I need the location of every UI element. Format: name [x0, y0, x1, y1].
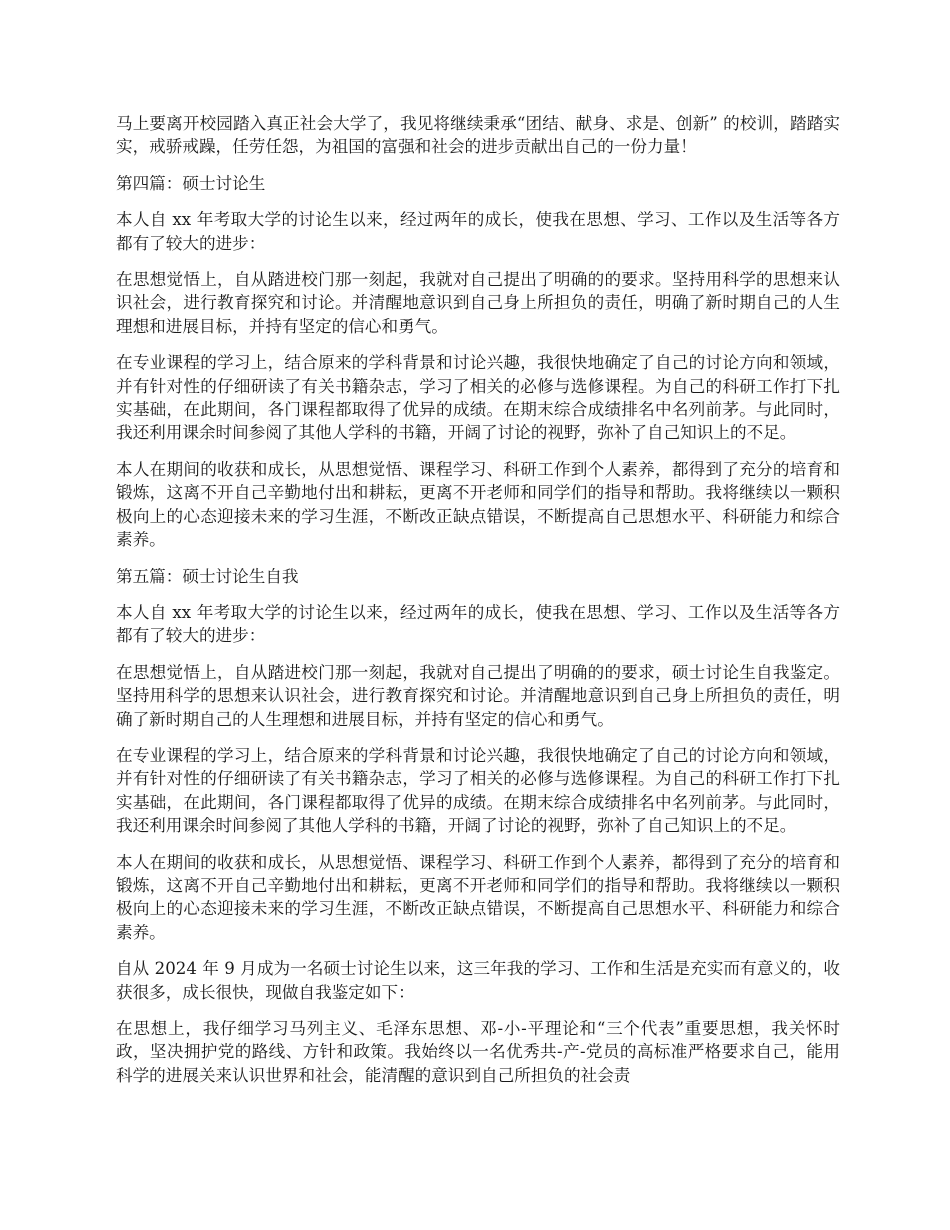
paragraph-summary: 本人在期间的收获和成长，从思想觉悟、课程学习、科研工作到个人素养，都得到了充分的培育和锻炼，这离不开自己辛勤地付出和耕耘，更离不开老师和同学们的指导和帮助。我将继续以一颗积极向上的心态迎接未来的学习生涯，不断改正缺点错误，不断提高自己思想水平、科研能力和综合素养。	[116, 459, 840, 550]
section-heading-part-five: 第五篇：硕士讨论生自我	[116, 566, 299, 586]
paragraph-summary: 本人在期间的收获和成长，从思想觉悟、课程学习、科研工作到个人素养，都得到了充分的培育和锻炼，这离不开自己辛勤地付出和耕耘，更离不开老师和同学们的指导和帮助。我将继续以一颗积极向上的心态迎接未来的学习生涯，不断改正缺点错误，不断提高自己思想水平、科研能力和综合素养。	[116, 852, 840, 942]
paragraph-closing-motto: 马上要离开校园踏入真正社会大学了，我见将继续秉承“团结、献身、求是、创新” 的校训，踏踏实实，戒骄戒躁，任劳任怨，为祖国的富强和社会的进步贡献出自己的一份力量！	[116, 114, 840, 157]
paragraph-intro: 本人自 xx 年考取大学的讨论生以来，经过两年的成长，使我在思想、学习、工作以及生活等各方都有了较大的进步：	[116, 210, 840, 253]
paragraph-coursework: 在专业课程的学习上，结合原来的学科背景和讨论兴趣，我很快地确定了自己的讨论方向和领域，并有针对性的仔细研读了有关书籍杂志，学习了相关的必修与选修课程。为自己的科研工作打下扎实基础，在此期间，各门课程都取得了优异的成绩。在期末综合成绩排名中名列前茅。与此同时，我还利用课余时间参阅了其他人学科的书籍，开阔了讨论的视野，弥补了自己知识上的不足。	[116, 353, 840, 443]
paragraph-political-thought: 在思想上，我仔细学习马列主义、毛泽东思想、邓-小-平理论和“三个代表”重要思想，我关怀时政，坚决拥护党的路线、方针和政策。我始终以一名优秀共-产-党员的高标准严格要求自己，能用科学的进展关来认识世界和社会，能清醒的意识到自己所担负的社会责	[116, 1019, 840, 1085]
paragraph-coursework: 在专业课程的学习上，结合原来的学科背景和讨论兴趣，我很快地确定了自己的讨论方向和领域，并有针对性的仔细研读了有关书籍杂志，学习了相关的必修与选修课程。为自己的科研工作打下扎实基础，在此期间，各门课程都取得了优异的成绩。在期末综合成绩排名中名列前茅。与此同时，我还利用课余时间参阅了其他人学科的书籍，开阔了讨论的视野，弥补了自己知识上的不足。	[116, 745, 840, 836]
paragraph-ideology: 在思想觉悟上，自从踏进校门那一刻起，我就对自己提出了明确的的要求，硕士讨论生自我鉴定。坚持用科学的思想来认识社会，进行教育探究和讨论。并清醒地意识到自己身上所担负的责任，明确了新时期自己的人生理想和进展目标，并持有坚定的信心和勇气。	[116, 662, 840, 729]
section-heading-part-four: 第四篇：硕士讨论生	[116, 173, 266, 193]
paragraph-ideology: 在思想觉悟上，自从踏进校门那一刻起，我就对自己提出了明确的的要求。坚持用科学的思想来认识社会，进行教育探究和讨论。并清醒地意识到自己身上所担负的责任，明确了新时期自己的人生理想和进展目标，并持有坚定的信心和勇气。	[116, 270, 840, 336]
paragraph-self-assessment-intro: 自从 2024 年 9 月成为一名硕士讨论生以来，这三年我的学习、工作和生活是充实而有意义的，收获很多，成长很快，现做自我鉴定如下：	[116, 959, 840, 1002]
paragraph-intro: 本人自 xx 年考取大学的讨论生以来，经过两年的成长，使我在思想、学习、工作以及生活等各方都有了较大的进步：	[116, 602, 840, 646]
document-body	[116, 112, 840, 1100]
